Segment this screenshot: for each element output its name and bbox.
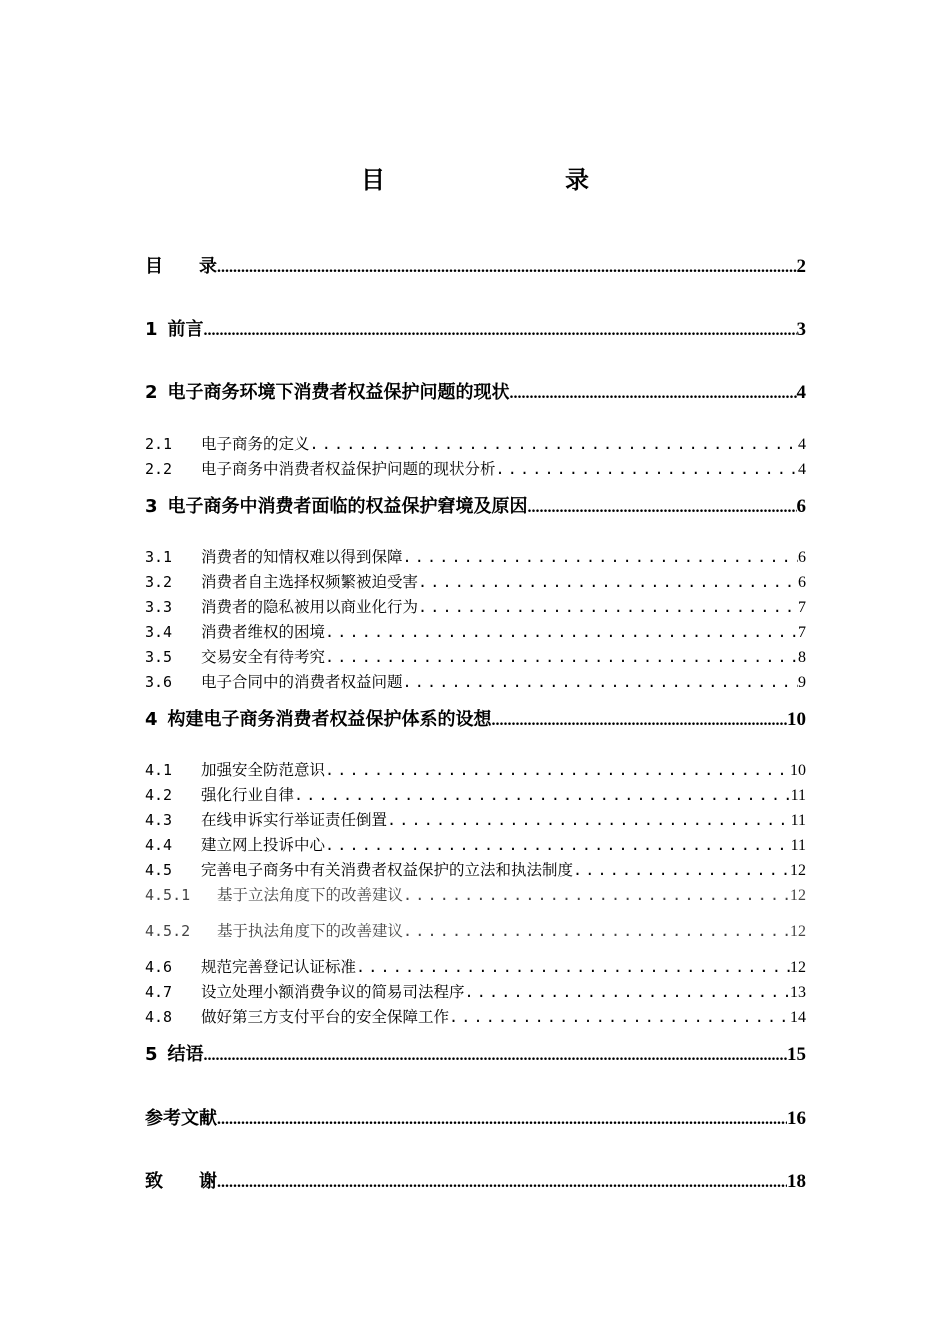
toc-entry-label: 消费者的隐私被用以商业化行为 bbox=[201, 598, 419, 616]
toc-page-number: 4 bbox=[798, 461, 806, 478]
toc-entry-section-3-6[interactable] bbox=[145, 670, 806, 692]
toc-entry-label: 消费者的知情权难以得到保障 bbox=[201, 548, 403, 566]
toc-entry-number: 4.5.1 bbox=[145, 886, 191, 904]
toc-page-number: 14 bbox=[790, 1009, 806, 1026]
toc-page-number: 4 bbox=[798, 436, 806, 453]
toc-entry-section-3-2[interactable] bbox=[145, 570, 806, 592]
toc-entry-section-4-3[interactable] bbox=[145, 808, 806, 830]
toc-leader bbox=[325, 648, 798, 666]
toc-entry-section-4-2[interactable] bbox=[145, 783, 806, 805]
toc-leader bbox=[403, 922, 790, 940]
toc-entry-label: 规范完善登记认证标准 bbox=[201, 958, 357, 976]
toc-leader bbox=[387, 811, 791, 829]
toc-entry-label: 完善电子商务中有关消费者权益保护的立法和执法制度 bbox=[201, 861, 574, 879]
toc-page-number: 15 bbox=[787, 1044, 806, 1065]
toc-entry-label: 目 录 bbox=[145, 256, 217, 277]
toc-page-number: 2 bbox=[796, 256, 806, 277]
toc-entry-number: 3.3 bbox=[145, 598, 173, 616]
toc-entry-label: 做好第三方支付平台的安全保障工作 bbox=[201, 1008, 450, 1026]
toc-page-number: 3 bbox=[796, 319, 806, 340]
toc-entry-section-3-1[interactable] bbox=[145, 545, 806, 567]
toc-leader bbox=[204, 322, 797, 340]
toc-entry-number: 2.1 bbox=[145, 435, 173, 453]
toc-entry-number: 1 bbox=[145, 319, 158, 340]
toc-page-number: 11 bbox=[790, 787, 806, 804]
toc-page-number: 6 bbox=[798, 549, 806, 566]
toc-page-number: 8 bbox=[798, 649, 806, 666]
toc-entry-label: 电子商务中消费者面临的权益保护窘境及原因 bbox=[167, 496, 528, 517]
toc-entry-chapter-5[interactable] bbox=[145, 1040, 806, 1066]
toc-leader bbox=[217, 259, 797, 277]
toc-page-number: 7 bbox=[798, 624, 806, 641]
toc-entry-acknowledgements[interactable] bbox=[145, 1167, 806, 1193]
toc-entry-chapter-3[interactable] bbox=[145, 492, 806, 518]
toc-entry-chapter-4[interactable] bbox=[145, 705, 806, 731]
toc-entry-label: 基于执法角度下的改善建议 bbox=[217, 922, 404, 940]
toc-page-number: 10 bbox=[790, 762, 806, 779]
toc-entry-number: 4.4 bbox=[145, 836, 173, 854]
toc-entry-subsection-4-5-1[interactable] bbox=[145, 883, 806, 905]
toc-leader bbox=[528, 499, 797, 517]
toc-entry-number: 4 bbox=[145, 709, 158, 730]
toc-leader bbox=[403, 548, 798, 566]
toc-entry-label: 消费者维权的困境 bbox=[201, 623, 326, 641]
toc-leader bbox=[492, 712, 787, 730]
toc-page-number: 12 bbox=[790, 959, 806, 976]
toc-entry-number: 3.5 bbox=[145, 648, 173, 666]
toc-entry-chapter-2[interactable] bbox=[145, 378, 806, 404]
toc-leader bbox=[325, 623, 798, 641]
toc-entry-label: 在线申诉实行举证责任倒置 bbox=[201, 811, 388, 829]
toc-entry-section-3-5[interactable] bbox=[145, 645, 806, 667]
toc-entry-number: 5 bbox=[145, 1044, 158, 1065]
toc-entry-label: 前言 bbox=[167, 319, 204, 340]
toc-page-number: 10 bbox=[787, 709, 806, 730]
toc-page-number: 6 bbox=[798, 574, 806, 591]
toc-entry-label: 基于立法角度下的改善建议 bbox=[217, 886, 404, 904]
toc-entry-section-4-7[interactable] bbox=[145, 980, 806, 1002]
toc-entry-number: 3 bbox=[145, 496, 158, 517]
toc-entry-number: 2.2 bbox=[145, 460, 173, 478]
toc-entry-section-2-1[interactable] bbox=[145, 432, 806, 454]
toc-leader bbox=[418, 573, 798, 591]
toc-leader bbox=[496, 460, 798, 478]
toc-entry-label: 结语 bbox=[167, 1044, 204, 1065]
toc-entry-section-4-4[interactable] bbox=[145, 833, 806, 855]
toc-page-number: 6 bbox=[796, 496, 806, 517]
toc-entry-label: 电子合同中的消费者权益问题 bbox=[201, 673, 403, 691]
toc-leader bbox=[325, 836, 791, 854]
toc-entry-number: 4.3 bbox=[145, 811, 173, 829]
toc-entry-section-2-2[interactable] bbox=[145, 457, 806, 479]
toc-entry-number: 2 bbox=[145, 382, 158, 403]
page-title: 目 录 bbox=[361, 166, 633, 194]
toc-entry-label: 电子商务中消费者权益保护问题的现状分析 bbox=[201, 460, 496, 478]
toc-page-number: 4 bbox=[796, 382, 806, 403]
toc-leader bbox=[217, 1111, 787, 1129]
toc-page-number: 18 bbox=[787, 1171, 806, 1192]
toc-page-number: 11 bbox=[790, 812, 806, 829]
toc-leader bbox=[204, 1047, 787, 1065]
toc-entry-label: 电子商务环境下消费者权益保护问题的现状 bbox=[167, 382, 510, 403]
toc-entry-label: 建立网上投诉中心 bbox=[201, 836, 326, 854]
toc-entry-label: 交易安全有待考究 bbox=[201, 648, 326, 666]
toc-entry-number: 3.1 bbox=[145, 548, 173, 566]
toc-entry-section-4-1[interactable] bbox=[145, 758, 806, 780]
toc-leader bbox=[465, 983, 790, 1001]
toc-entry-label: 强化行业自律 bbox=[201, 786, 295, 804]
toc-entry-number: 3.6 bbox=[145, 673, 173, 691]
toc-entry-label: 致 谢 bbox=[145, 1171, 217, 1192]
toc-entry-label: 电子商务的定义 bbox=[201, 435, 310, 453]
toc-entry-number: 4.6 bbox=[145, 958, 173, 976]
toc-leader bbox=[449, 1008, 790, 1026]
toc-entry-section-3-3[interactable] bbox=[145, 595, 806, 617]
toc-entry-number: 4.8 bbox=[145, 1008, 173, 1026]
toc-leader bbox=[573, 861, 790, 879]
toc-leader bbox=[325, 761, 790, 779]
toc-entry-subsection-4-5-2[interactable] bbox=[145, 919, 806, 941]
toc-entry-section-4-8[interactable] bbox=[145, 1005, 806, 1027]
toc-entry-chapter-1[interactable] bbox=[145, 315, 806, 341]
toc-leader bbox=[403, 886, 790, 904]
toc-leader bbox=[356, 958, 790, 976]
toc-entry-number: 4.7 bbox=[145, 983, 173, 1001]
toc-entry-section-3-4[interactable] bbox=[145, 620, 806, 642]
toc-entry-number: 3.4 bbox=[145, 623, 173, 641]
toc-leader bbox=[217, 1174, 787, 1192]
toc-page-number: 11 bbox=[790, 837, 806, 854]
toc-entry-number: 3.2 bbox=[145, 573, 173, 591]
toc-entry-contents[interactable] bbox=[145, 252, 806, 278]
toc-entry-label: 加强安全防范意识 bbox=[201, 761, 326, 779]
toc-page-number: 12 bbox=[790, 923, 806, 940]
toc-page-number: 16 bbox=[787, 1108, 806, 1129]
toc-entry-section-4-6[interactable] bbox=[145, 955, 806, 977]
toc-entry-section-4-5[interactable] bbox=[145, 858, 806, 880]
toc-page-number: 12 bbox=[790, 862, 806, 879]
toc-page-number: 12 bbox=[790, 887, 806, 904]
toc-entry-references[interactable] bbox=[145, 1104, 806, 1130]
toc-entry-number: 4.5 bbox=[145, 861, 173, 879]
toc-entry-number: 4.5.2 bbox=[145, 922, 191, 940]
toc-entry-label: 构建电子商务消费者权益保护体系的设想 bbox=[167, 709, 492, 730]
toc-page-number: 9 bbox=[798, 674, 806, 691]
toc-leader bbox=[403, 673, 798, 691]
toc-entry-number: 4.1 bbox=[145, 761, 173, 779]
toc-entry-label: 参考文献 bbox=[145, 1108, 217, 1129]
toc-leader bbox=[418, 598, 798, 616]
toc-leader bbox=[294, 786, 791, 804]
toc-leader bbox=[310, 435, 798, 453]
toc-page-number: 13 bbox=[790, 984, 806, 1001]
toc-entry-label: 消费者自主选择权频繁被迫受害 bbox=[201, 573, 419, 591]
toc-leader bbox=[510, 385, 797, 403]
toc-page-number: 7 bbox=[798, 599, 806, 616]
toc-entry-number: 4.2 bbox=[145, 786, 173, 804]
toc-entry-label: 设立处理小额消费争议的简易司法程序 bbox=[201, 983, 465, 1001]
